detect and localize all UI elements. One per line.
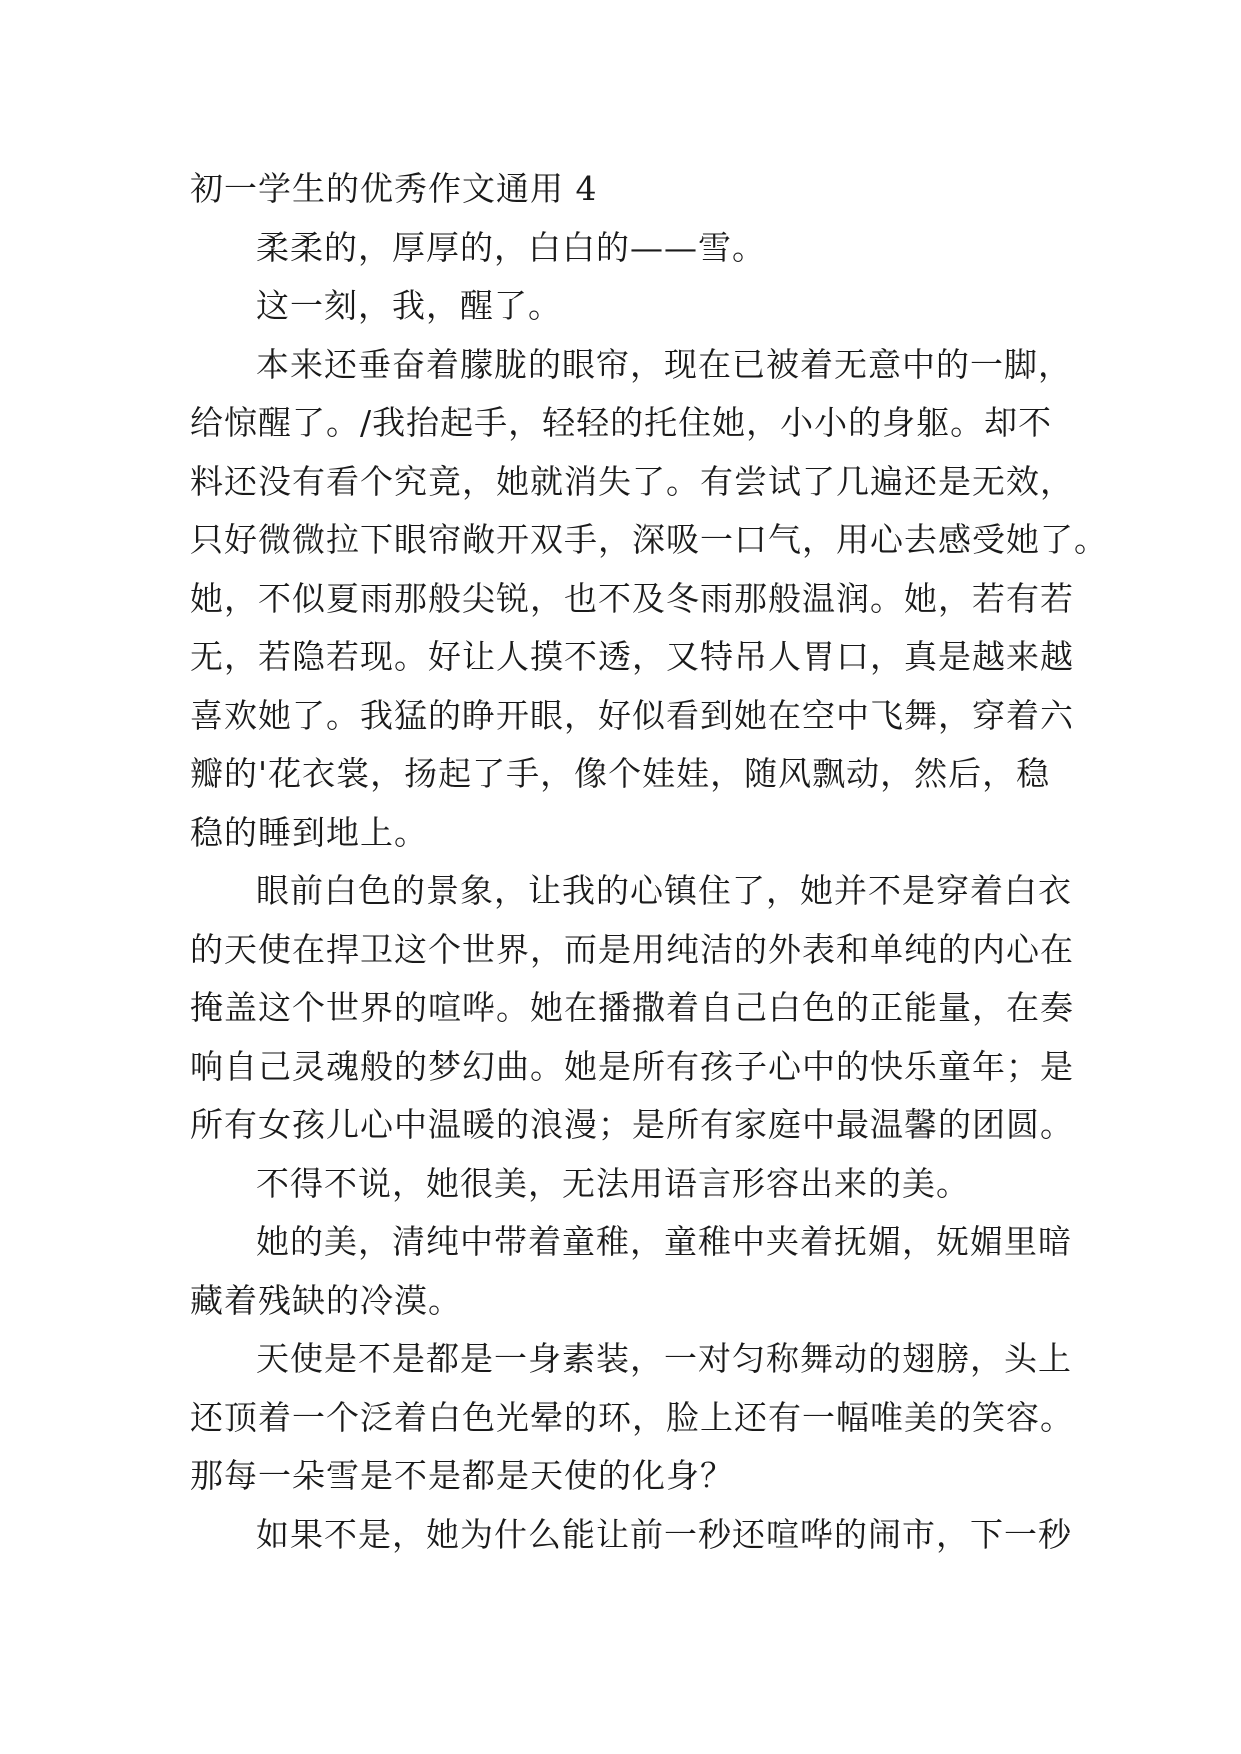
text-line: 的天使在捍卫这个世界，而是用纯洁的外表和单纯的内心在 (190, 929, 1074, 969)
text-line: 如果不是，她为什么能让前一秒还喧哗的闹市，下一秒 (256, 1514, 1072, 1554)
document-body (190, 160, 1108, 1564)
paragraph (190, 219, 1070, 278)
text-line: 那每一朵雪是不是都是天使的化身？ (190, 1456, 734, 1495)
text-line: 无，若隐若现。好让人摸不透，又特吊人胃口，真是越来越 (190, 637, 1074, 676)
paragraph (190, 336, 1108, 863)
text-line: 眼前白色的景象，让我的心镇住了，她并不是穿着白衣 (256, 871, 1072, 910)
text-line: 她，不似夏雨那般尖锐，也不及冬雨那般温润。她，若有若 (190, 578, 1074, 618)
paragraph (190, 1330, 1074, 1506)
text-line: 瓣的'花衣裳，扬起了手，像个娃娃，随风飘动，然后，稳 (190, 754, 1051, 793)
paragraph (190, 1213, 1070, 1330)
text-line: 料还没有看个究竟，她就消失了。有尝试了几遍还是无效， (190, 461, 1074, 501)
text-line: 这一刻，我，醒了。 (256, 286, 562, 325)
text-line: 所有女孩儿心中温暖的浪漫；是所有家庭中最温馨的团圆。 (190, 1105, 1074, 1144)
paragraph (190, 1506, 1070, 1565)
text-line: 天使是不是都是一身素装，一对匀称舞动的翅膀，头上 (256, 1339, 1072, 1378)
text-line: 响自己灵魂般的梦幻曲。她是所有孩子心中的快乐童年；是 (190, 1046, 1074, 1086)
text-line: 喜欢她了。我猛的睁开眼，好似看到她在空中飞舞，穿着六 (190, 695, 1074, 735)
text-line: 还顶着一个泛着白色光晕的环，脸上还有一幅唯美的笑容。 (190, 1397, 1074, 1437)
text-line: 给惊醒了。/我抬起手，轻轻的托住她，小小的身躯。却不 (190, 403, 1053, 442)
text-line: 她的美，清纯中带着童稚，童稚中夹着抚媚，妩媚里暗 (256, 1222, 1072, 1261)
text-line: 柔柔的，厚厚的，白白的——雪。 (256, 227, 766, 267)
document-title: 初一学生的优秀作文通用 4 (190, 169, 598, 208)
text-line: 稳的睡到地上。 (190, 812, 428, 852)
text-line: 藏着残缺的冷漠。 (190, 1280, 462, 1320)
text-line: 只好微微拉下眼帘敞开双手，深吸一口气，用心去感受她了。 (190, 520, 1108, 559)
paragraph (190, 862, 1074, 1155)
paragraph (190, 277, 1070, 336)
text-line: 掩盖这个世界的喧哗。她在播撒着自己白色的正能量，在奏 (190, 988, 1074, 1027)
paragraph (190, 1155, 1070, 1214)
text-line: 本来还垂奋着朦胧的眼帘，现在已被着无意中的一脚， (256, 344, 1072, 384)
text-line: 不得不说，她很美，无法用语言形容出来的美。 (256, 1163, 970, 1203)
